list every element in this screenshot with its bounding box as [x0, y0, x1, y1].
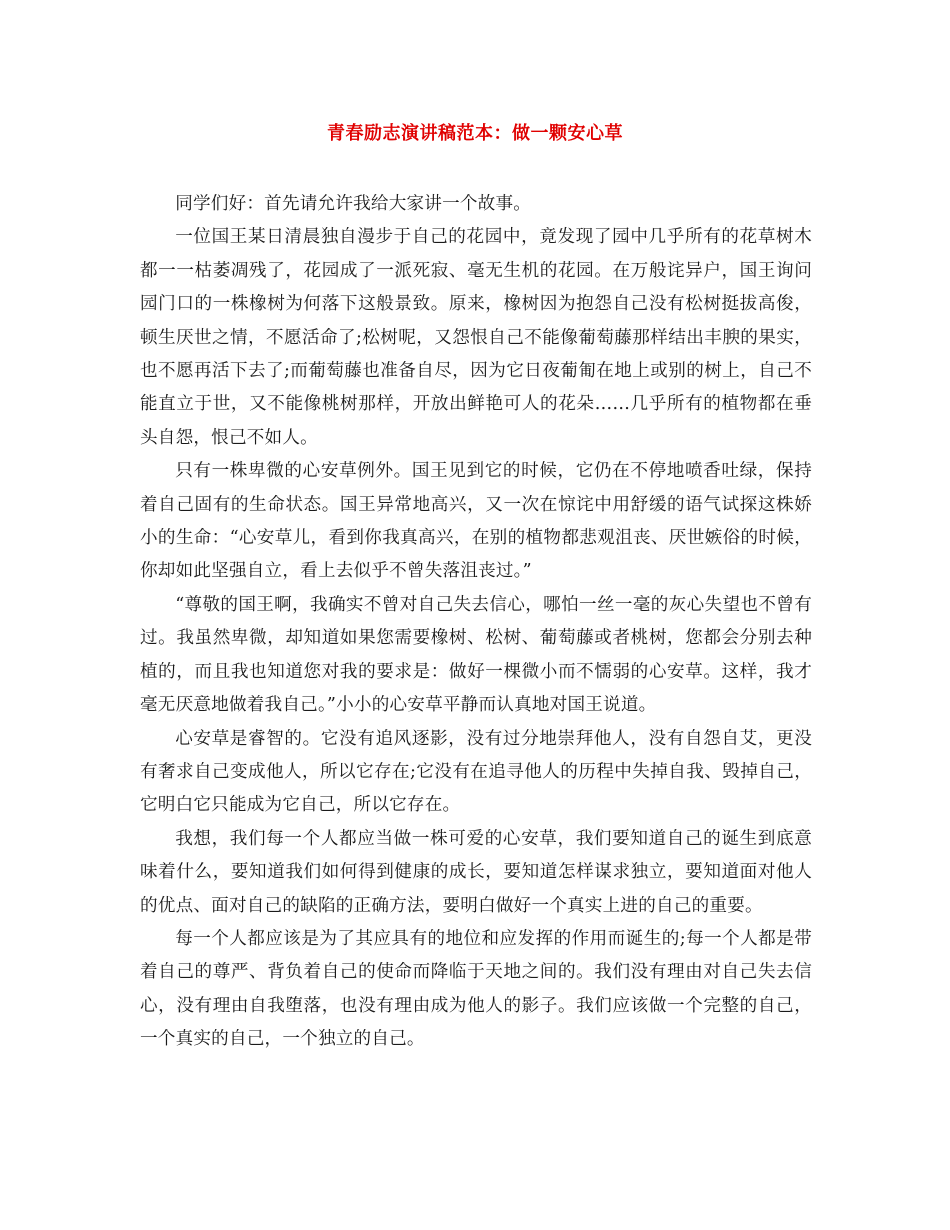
paragraph-2: 一位国王某日清晨独自漫步于自己的花园中，竟发现了园中几乎所有的花草树木都一一枯萎凋残了，花园成了一派死寂、毫无生机的花园。在万般诧异户，国王询问园门口的一株橡树为何落下这般景致。原来，橡树因为抱怨自己没有松树挺拔高俊，顿生厌世之情，不愿活命了;松树呢，又怨恨自己不能像葡萄藤那样结出丰腴的果实，也不愿再活下去了;而葡萄藤也准备自尽，因为它日夜葡匍在地上或别的树上，自己不能直立于世，又不能像桃树那样，开放出鲜艳可人的花朵……几乎所有的植物都在垂头自怨，恨己不如人。 [140, 227, 812, 448]
document-body [140, 188, 812, 1057]
paragraph-1: 同学们好：首先请允许我给大家讲一个故事。 [175, 194, 532, 214]
paragraph-7: 每一个人都应该是为了其应具有的地位和应发挥的作用而诞生的;每一个人都是带着自己的尊严、背负着自己的使命而降临于天地之间的。我们没有理由对自己失去信心，没有理由自我堕落，也没有理由成为他人的影子。我们应该做一个完整的自己，一个真实的自己，一个独立的自己。 [140, 928, 812, 1050]
paragraph-4: “尊敬的国王啊，我确实不曾对自己失去信心，哪怕一丝一毫的灰心失望也不曾有过。我虽然卑微，却知道如果您需要橡树、松树、葡萄藤或者桃树，您都会分别去种植的，而且我也知道您对我的要求是：做好一棵微小而不懦弱的心安草。这样，我才毫无厌意地做着我自己。”小小的心安草平静而认真地对国王说道。 [140, 594, 812, 716]
paragraph-6: 我想，我们每一个人都应当做一株可爱的心安草，我们要知道自己的诞生到底意味着什么，要知道我们如何得到健康的成长，要知道怎样谋求独立，要知道面对他人的优点、面对自己的缺陷的正确方法，要明白做好一个真实上进的自己的重要。 [140, 828, 812, 916]
paragraph-5: 心安草是睿智的。它没有追风逐影，没有过分地崇拜他人，没有自怨自艾，更没有奢求自己变成他人，所以它存在;它没有在追寻他人的历程中失掉自我、毁掉自己，它明白它只能成为它自己，所以它存在。 [140, 728, 812, 816]
document-title: 青春励志演讲稿范本：做一颗安心草 [327, 123, 623, 144]
paragraph-3: 只有一株卑微的心安草例外。国王见到它的时候，它仍在不停地喷香吐绿，保持着自己固有的生命状态。国王异常地高兴，又一次在惊诧中用舒缓的语气试探这株娇小的生命：“心安草儿，看到你我真高兴，在别的植物都悲观沮丧、厌世嫉俗的时候，你却如此坚强自立，看上去似乎不曾失落沮丧过。” [140, 461, 812, 582]
